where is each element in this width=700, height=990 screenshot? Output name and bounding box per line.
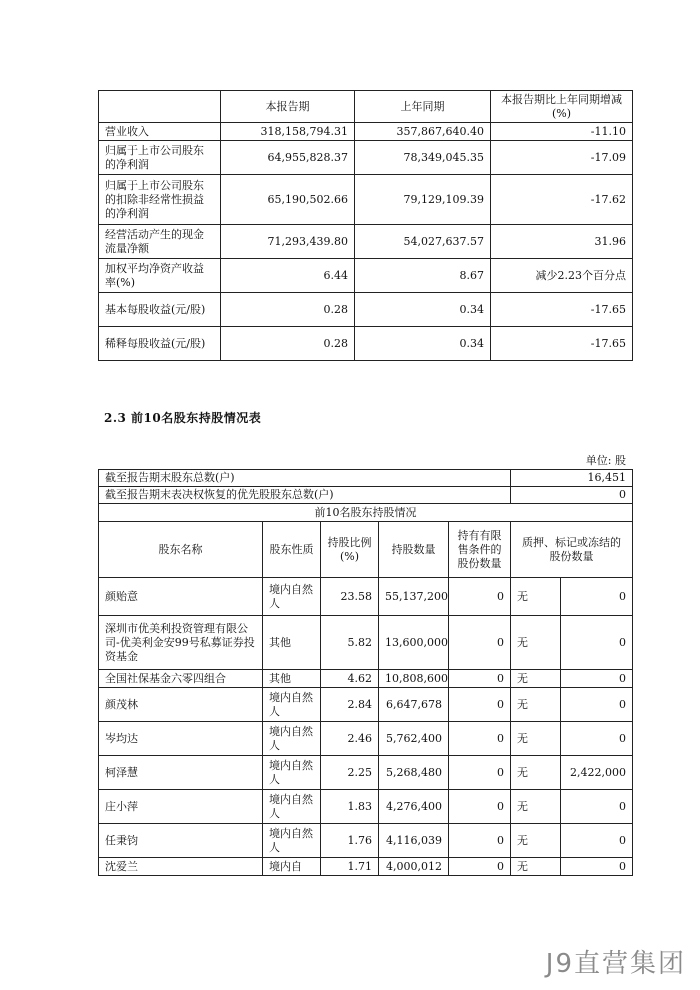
financial-row: [99, 225, 633, 259]
holding-amount: 4,116,039: [379, 824, 449, 858]
financial-row: [99, 123, 633, 141]
shareholder-type: 境内自然人: [263, 578, 321, 616]
holding-amount: 55,137,200: [379, 578, 449, 616]
shareholder-type: 境内自: [263, 858, 321, 876]
holding-ratio: 2.46: [321, 722, 379, 756]
header-restricted: 持有有限售条件的股份数量: [449, 522, 511, 578]
top10-title: 前10名股东持股情况: [99, 504, 633, 522]
change-value: 减少2.23个百分点: [491, 259, 633, 293]
summary-row: [99, 470, 633, 487]
holding-ratio: 1.76: [321, 824, 379, 858]
holding-ratio: 1.71: [321, 858, 379, 876]
holding-amount: 4,276,400: [379, 790, 449, 824]
pledge-amount: 0: [561, 790, 633, 824]
change-value: -17.65: [491, 293, 633, 327]
header-pledge: 质押、标记或冻结的股份数量: [511, 522, 633, 578]
shareholder-row: [99, 790, 633, 824]
prior-value: 0.34: [355, 327, 491, 361]
restricted-amount: 0: [449, 688, 511, 722]
financial-row: [99, 293, 633, 327]
shareholder-row: [99, 688, 633, 722]
row-label: 加权平均净资产收益率(%): [99, 259, 221, 293]
shareholder-name: 全国社保基金六零四组合: [99, 670, 263, 688]
shareholder-type: 境内自然人: [263, 824, 321, 858]
holding-amount: 10,808,600: [379, 670, 449, 688]
holding-ratio: 4.62: [321, 670, 379, 688]
shareholder-type: 境内自然人: [263, 688, 321, 722]
pledge-amount: 0: [561, 858, 633, 876]
pledge-amount: 0: [561, 670, 633, 688]
holding-ratio: 1.83: [321, 790, 379, 824]
shareholder-type: 其他: [263, 616, 321, 670]
pledge-amount: 2,422,000: [561, 756, 633, 790]
shareholder-row: [99, 670, 633, 688]
row-label: 归属于上市公司股东的净利润: [99, 141, 221, 175]
financial-table: [98, 90, 633, 361]
prior-value: 0.34: [355, 293, 491, 327]
summary-value: 0: [511, 487, 633, 504]
pledge-status: 无: [511, 824, 561, 858]
holding-amount: 5,268,480: [379, 756, 449, 790]
shareholder-header-row: [99, 522, 633, 578]
section-title: 2.3 前10名股东持股情况表: [104, 411, 262, 425]
shareholder-name: 柯泽慧: [99, 756, 263, 790]
pledge-amount: 0: [561, 824, 633, 858]
row-label: 营业收入: [99, 123, 221, 141]
row-label: 稀释每股收益(元/股): [99, 327, 221, 361]
row-label: 基本每股收益(元/股): [99, 293, 221, 327]
prior-value: 8.67: [355, 259, 491, 293]
prior-value: 357,867,640.40: [355, 123, 491, 141]
holding-amount: 5,762,400: [379, 722, 449, 756]
shareholder-row: [99, 756, 633, 790]
watermark-logo: J9直营集团: [545, 949, 686, 979]
shareholder-name: 岑均达: [99, 722, 263, 756]
pledge-status: 无: [511, 722, 561, 756]
row-label: 归属于上市公司股东的扣除非经常性损益的净利润: [99, 175, 221, 225]
pledge-status: 无: [511, 578, 561, 616]
current-value: 0.28: [221, 293, 355, 327]
restricted-amount: 0: [449, 858, 511, 876]
prior-value: 78,349,045.35: [355, 141, 491, 175]
holding-amount: 4,000,012: [379, 858, 449, 876]
top10-title-row: [99, 504, 633, 522]
restricted-amount: 0: [449, 824, 511, 858]
pledge-amount: 0: [561, 688, 633, 722]
prior-value: 79,129,109.39: [355, 175, 491, 225]
shareholder-name: 颜贻意: [99, 578, 263, 616]
pledge-status: 无: [511, 688, 561, 722]
header-name: 股东名称: [99, 522, 263, 578]
summary-label: 截至报告期末股东总数(户): [99, 470, 511, 487]
change-value: -17.62: [491, 175, 633, 225]
shareholder-name: 庄小萍: [99, 790, 263, 824]
financial-header-blank: [99, 91, 221, 123]
header-current-period: 本报告期: [221, 91, 355, 123]
pledge-status: 无: [511, 790, 561, 824]
shareholder-type: 境内自然人: [263, 756, 321, 790]
pledge-status: 无: [511, 616, 561, 670]
shareholder-name: 颜茂林: [99, 688, 263, 722]
shareholder-type: 其他: [263, 670, 321, 688]
pledge-status: 无: [511, 858, 561, 876]
shareholder-table: [98, 469, 633, 876]
current-value: 65,190,502.66: [221, 175, 355, 225]
header-amount: 持股数量: [379, 522, 449, 578]
change-value: -17.65: [491, 327, 633, 361]
header-ratio: 持股比例(%): [321, 522, 379, 578]
pledge-amount: 0: [561, 616, 633, 670]
financial-row: [99, 259, 633, 293]
holding-ratio: 5.82: [321, 616, 379, 670]
restricted-amount: 0: [449, 722, 511, 756]
current-value: 64,955,828.37: [221, 141, 355, 175]
financial-row: [99, 141, 633, 175]
summary-value: 16,451: [511, 470, 633, 487]
header-prior-period: 上年同期: [355, 91, 491, 123]
change-value: -17.09: [491, 141, 633, 175]
change-value: -11.10: [491, 123, 633, 141]
header-type: 股东性质: [263, 522, 321, 578]
summary-row: [99, 487, 633, 504]
pledge-status: 无: [511, 670, 561, 688]
row-label: 经营活动产生的现金流量净额: [99, 225, 221, 259]
current-value: 6.44: [221, 259, 355, 293]
restricted-amount: 0: [449, 670, 511, 688]
holding-ratio: 23.58: [321, 578, 379, 616]
restricted-amount: 0: [449, 790, 511, 824]
current-value: 318,158,794.31: [221, 123, 355, 141]
header-change: 本报告期比上年同期增减(%): [491, 91, 633, 123]
shareholder-name: 深圳市优美利投资管理有限公司-优美利金安99号私募证券投资基金: [99, 616, 263, 670]
financial-row: [99, 175, 633, 225]
restricted-amount: 0: [449, 756, 511, 790]
shareholder-name: 任秉钧: [99, 824, 263, 858]
shareholder-row: [99, 722, 633, 756]
holding-amount: 13,600,000: [379, 616, 449, 670]
pledge-amount: 0: [561, 578, 633, 616]
shareholder-type: 境内自然人: [263, 790, 321, 824]
shareholder-type: 境内自然人: [263, 722, 321, 756]
restricted-amount: 0: [449, 616, 511, 670]
restricted-amount: 0: [449, 578, 511, 616]
holding-amount: 6,647,678: [379, 688, 449, 722]
pledge-status: 无: [511, 756, 561, 790]
financial-row: [99, 327, 633, 361]
shareholder-row: [99, 578, 633, 616]
shareholder-row: [99, 616, 633, 670]
summary-label: 截至报告期末表决权恢复的优先股股东总数(户): [99, 487, 511, 504]
unit-label: 单位: 股: [585, 454, 626, 467]
shareholder-row: [99, 824, 633, 858]
shareholder-name: 沈爱兰: [99, 858, 263, 876]
shareholder-row: [99, 858, 633, 876]
holding-ratio: 2.25: [321, 756, 379, 790]
prior-value: 54,027,637.57: [355, 225, 491, 259]
current-value: 71,293,439.80: [221, 225, 355, 259]
pledge-amount: 0: [561, 722, 633, 756]
holding-ratio: 2.84: [321, 688, 379, 722]
financial-header-row: [99, 91, 633, 123]
change-value: 31.96: [491, 225, 633, 259]
current-value: 0.28: [221, 327, 355, 361]
